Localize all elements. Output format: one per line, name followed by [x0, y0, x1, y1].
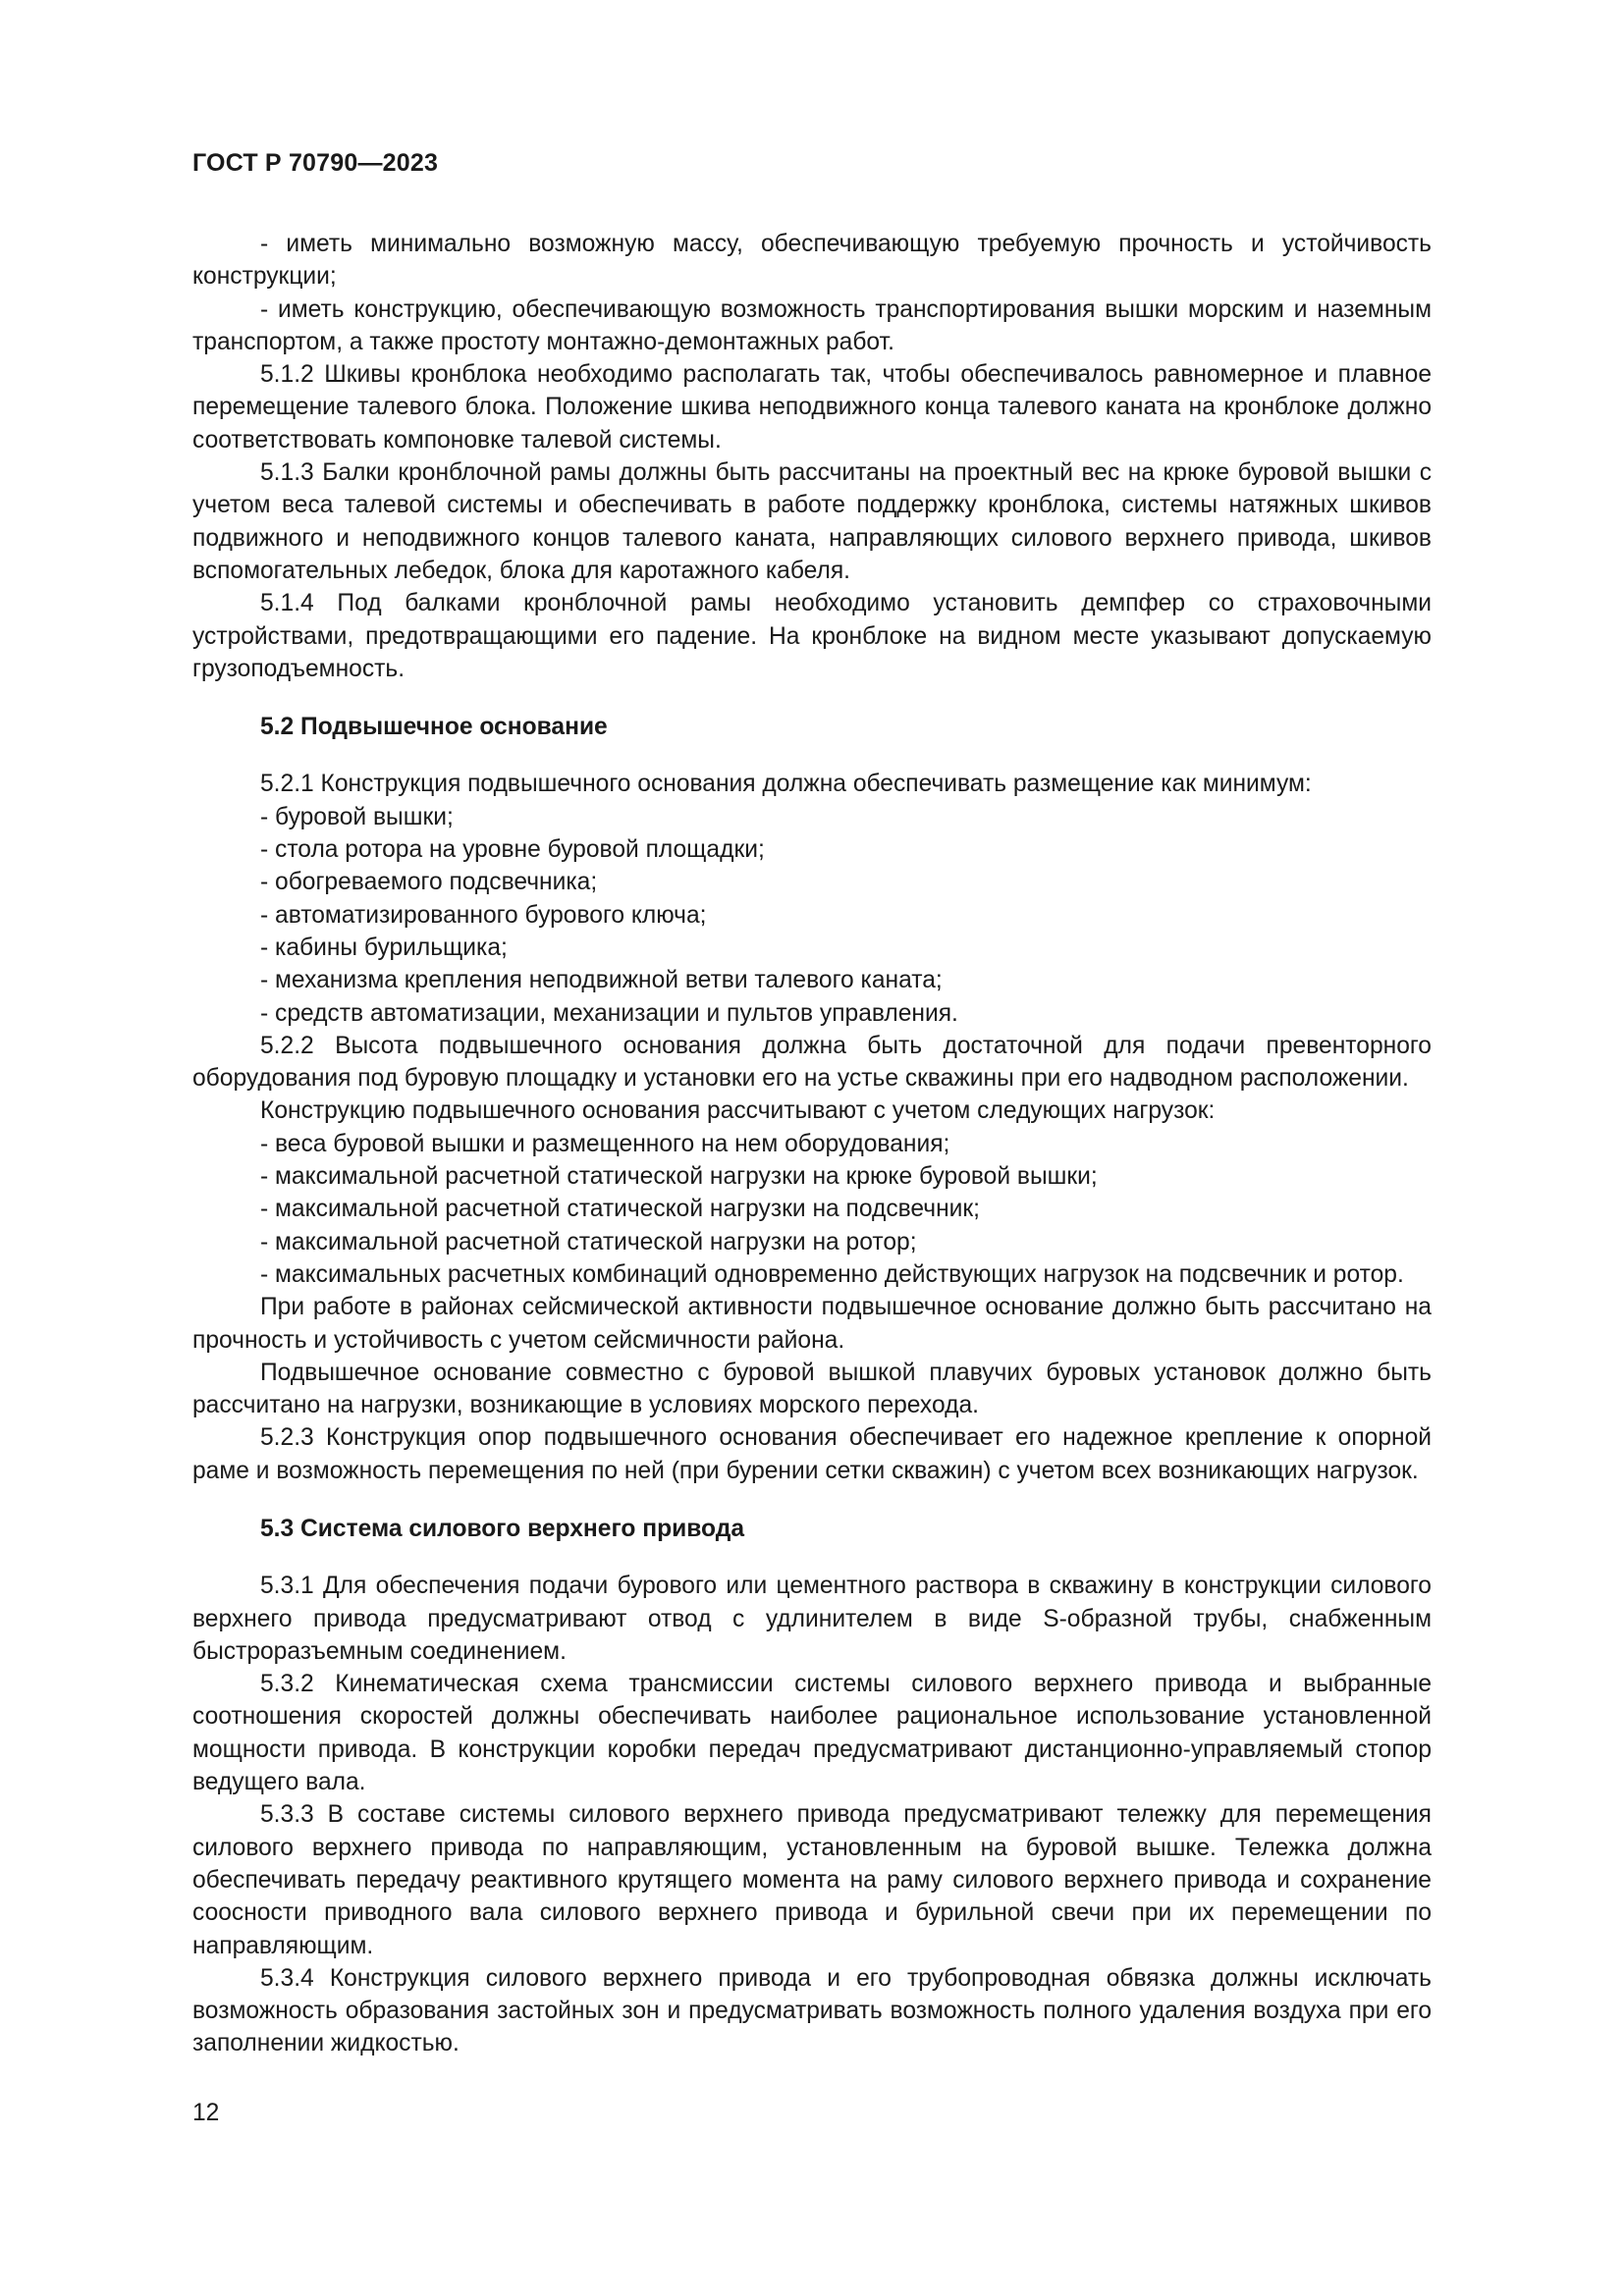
paragraph: - иметь конструкцию, обеспечивающую возможность транспортирования вышки морским и наземным транспортом, а также простоту монтажно-демонтажных работ. — [192, 295, 1432, 355]
paragraph: Подвышечное основание совместно с буровой вышкой плавучих буровых установок должно быть рассчитано на нагрузки, возникающие в условиях морского перехода. — [192, 1359, 1432, 1419]
document-body — [192, 228, 1432, 2060]
list-item: - средств автоматизации, механизации и пультов управления. — [260, 999, 958, 1027]
section-heading-5-2: 5.2 Подвышечное основание — [260, 714, 608, 741]
paragraph: Конструкцию подвышечного основания рассчитывают с учетом следующих нагрузок: — [260, 1097, 1216, 1125]
document-code-header: ГОСТ Р 70790—2023 — [192, 149, 439, 177]
paragraph: 5.1.2 Шкивы кронблока необходимо располагать так, чтобы обеспечивалось равномерное и плавное перемещение талевого блока. Положение шкива неподвижного конца талевого каната на кронблоке должно соответствовать компоновке талевой системы. — [192, 361, 1432, 454]
list-item: - обогреваемого подсвечника; — [260, 869, 598, 896]
paragraph: - иметь минимально возможную массу, обеспечивающую требуемую прочность и устойчивость конструкции; — [192, 231, 1432, 291]
paragraph: 5.2.2 Высота подвышечного основания должна быть достаточной для подачи превенторного оборудования под буровую площадку и установки его на устье скважины при его надводном расположении. — [192, 1032, 1432, 1093]
list-item: - веса буровой вышки и размещенного на нем оборудования; — [260, 1130, 950, 1157]
list-item: - автоматизированного бурового ключа; — [260, 901, 707, 929]
paragraph: 5.3.1 Для обеспечения подачи бурового или цементного раствора в скважину в конструкции силового верхнего привода предусматривают отвод с удлинителем в виде S-образной трубы, снабженным быстроразъемным соединением. — [192, 1573, 1432, 1665]
paragraph: 5.2.1 Конструкция подвышечного основания должна обеспечивать размещение как минимум: — [260, 771, 1312, 798]
section-heading-5-3: 5.3 Система силового верхнего привода — [260, 1515, 745, 1542]
paragraph: 5.2.3 Конструкция опор подвышечного основания обеспечивает его надежное крепление к опорной раме и возможность перемещения по ней (при бурении сетки скважин) с учетом всех возникающих нагрузок. — [192, 1424, 1432, 1484]
list-item: - максимальной расчетной статической нагрузки на крюке буровой вышки; — [260, 1163, 1098, 1191]
page-number: 12 — [192, 2100, 220, 2126]
list-item: - стола ротора на уровне буровой площадки; — [260, 836, 765, 864]
list-item: - кабины бурильщика; — [260, 934, 508, 961]
list-item: - максимальной расчетной статической нагрузки на ротор; — [260, 1228, 917, 1255]
paragraph: 5.1.3 Балки кронблочной рамы должны быть рассчитаны на проектный вес на крюке буровой вышки с учетом веса талевой системы и обеспечивать в работе поддержку кронблока, системы натяжных шкивов подвижного и неподвижного концов талевого каната, направляющих силового верхнего привода, шкивов вспомогательных лебедок, блока для каротажного кабеля. — [192, 459, 1432, 584]
paragraph: 5.3.2 Кинематическая схема трансмиссии системы силового верхнего привода и выбранные соотношения скоростей должны обеспечивать наиболее рациональное использование установленной мощности привода. В конструкции коробки передач предусматривают дистанционно-управляемый стопор ведущего вала. — [192, 1671, 1432, 1796]
paragraph: 5.3.4 Конструкция силового верхнего привода и его трубопроводная обвязка должны исключать возможность образования застойных зон и предусматривать возможность полного удаления воздуха при его заполнении жидкостью. — [192, 1964, 1432, 2057]
list-item: - механизма крепления неподвижной ветви талевого каната; — [260, 967, 943, 994]
list-item: - буровой вышки; — [260, 803, 454, 830]
list-item: - максимальных расчетных комбинаций одновременно действующих нагрузок на подсвечник и ротор. — [260, 1260, 1404, 1288]
paragraph: 5.3.3 В составе системы силового верхнего привода предусматривают тележку для перемещения силового верхнего привода по направляющим, установленным на буровой вышке. Тележка должна обеспечивать передачу реактивного крутящего момента на раму силового верхнего привода и сохранение соосности приводного вала силового верхнего привода и бурильной свечи при их перемещении по направляющим. — [192, 1801, 1432, 1959]
paragraph: При работе в районах сейсмической активности подвышечное основание должно быть рассчитано на прочность и устойчивость с учетом сейсмичности района. — [192, 1294, 1432, 1354]
paragraph: 5.1.4 Под балками кронблочной рамы необходимо установить демпфер со страховочными устройствами, предотвращающими его падение. На кронблоке на видном месте указывают допускаемую грузоподъемность. — [192, 590, 1432, 682]
list-item: - максимальной расчетной статической нагрузки на подсвечник; — [260, 1196, 981, 1223]
